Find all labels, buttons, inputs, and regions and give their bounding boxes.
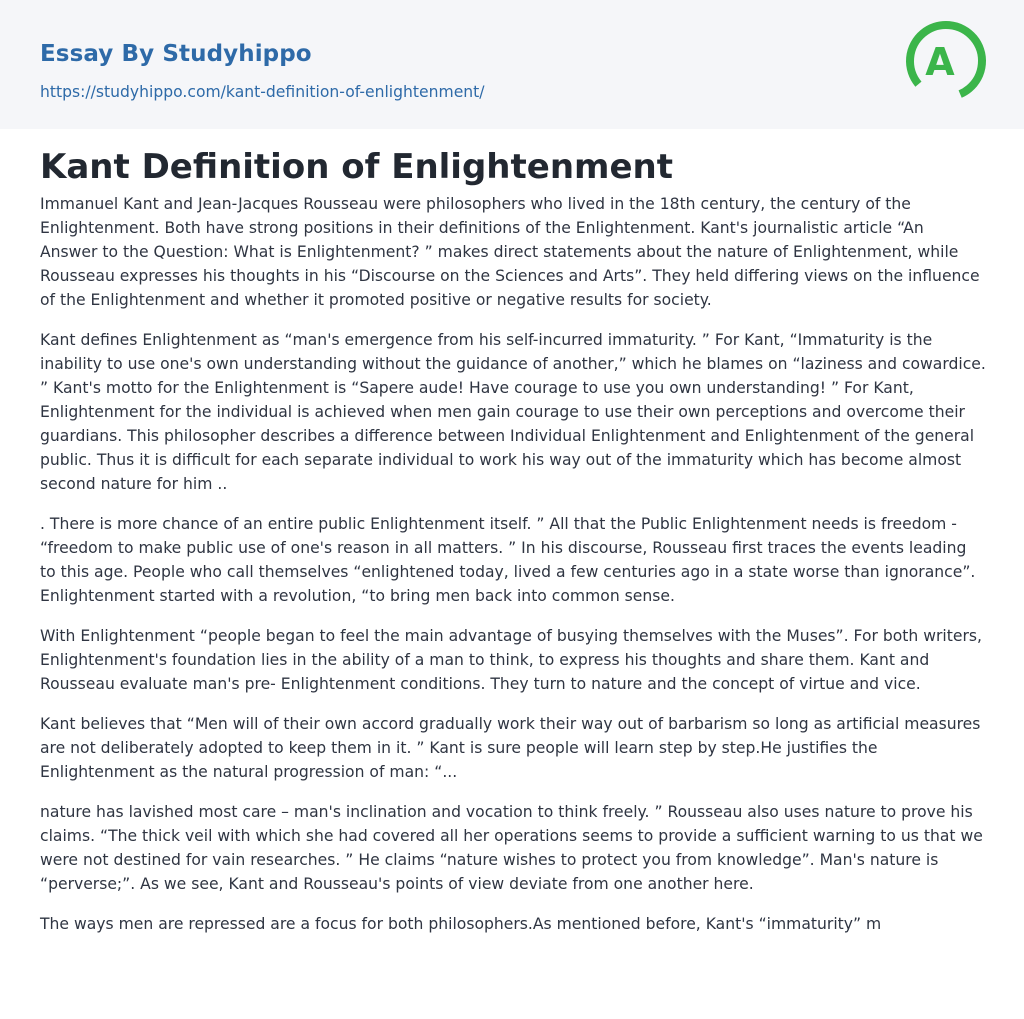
article-paragraph: . There is more chance of an entire public Enlightenment itself. ” All that the Public Enlightenment needs is freedom - “freedom to make public use of one's reason in all matters. ” In his discourse, Rousseau first traces the events leading to this age. People who call themselves “enlightened today, lived a few centuries ago in a state worse than ignorance”. Enlightenment started with a revolution, “to bring men back into common sense.: [40, 514, 976, 605]
site-brand[interactable]: Essay By Studyhippo: [40, 41, 312, 67]
site-header: [0, 0, 1024, 129]
logo-icon: [902, 17, 990, 105]
article-paragraph: Kant believes that “Men will of their own accord gradually work their way out of barbarism so long as artificial measures are not deliberately adopted to keep them in it. ” Kant is sure people will learn step by step.He justifies the Enlightenment as the natural progression of man: “...: [40, 714, 981, 781]
article-paragraph: Immanuel Kant and Jean-Jacques Rousseau were philosophers who lived in the 18th century, the century of the Enlightenment. Both have strong positions in their definitions of the Enlightenment. Kant's journalistic article “An Answer to the Question: What is Enlightenment? ” makes direct statements about the nature of Enlightenment, while Rousseau expresses his thoughts in his “Discourse on the Sciences and Arts”. They held differing views on the influence of the Enlightenment and whether it promoted positive or negative results for society.: [40, 194, 980, 309]
source-url-link[interactable]: https://studyhippo.com/kant-definition-of-enlightenment/: [40, 83, 485, 101]
article-body: [40, 192, 986, 936]
article-paragraph: The ways men are repressed are a focus for both philosophers.As mentioned before, Kant's “immaturity” m: [40, 914, 882, 933]
article: [0, 129, 1024, 936]
logo-letter: A: [925, 40, 955, 84]
article-paragraph: Kant defines Enlightenment as “man's emergence from his self-incurred immaturity. ” For Kant, “Immaturity is the inability to use one's own understanding without the guidance of another,” which he blames on “laziness and cowardice. ” Kant's motto for the Enlightenment is “Sapere aude! Have courage to use you own understanding! ” For Kant, Enlightenment for the individual is achieved when men gain courage to use their own perceptions and overcome their guardians. This philosopher describes a difference between Individual Enlightenment and Enlightenment of the general public. Thus it is difficult for each separate individual to work his way out of the immaturity which has become almost second nature for him ..: [40, 330, 986, 493]
article-title: Kant Definition of Enlightenment: [40, 147, 673, 187]
article-paragraph: nature has lavished most care – man's inclination and vocation to think freely. ” Rousseau also uses nature to prove his claims. “The thick veil with which she had covered all her operations seems to provide a sufficient warning to us that we were not destined for vain researches. ” He claims “nature wishes to protect you from knowledge”. Man's nature is “perverse;”. As we see, Kant and Rousseau's points of view deviate from one another here.: [40, 802, 983, 893]
article-paragraph: With Enlightenment “people began to feel the main advantage of busying themselves with the Muses”. For both writers, Enlightenment's foundation lies in the ability of a man to think, to express his thoughts and share them. Kant and Rousseau evaluate man's pre- Enlightenment conditions. They turn to nature and the concept of virtue and vice.: [40, 626, 982, 693]
studyhippo-logo[interactable]: [902, 17, 990, 105]
